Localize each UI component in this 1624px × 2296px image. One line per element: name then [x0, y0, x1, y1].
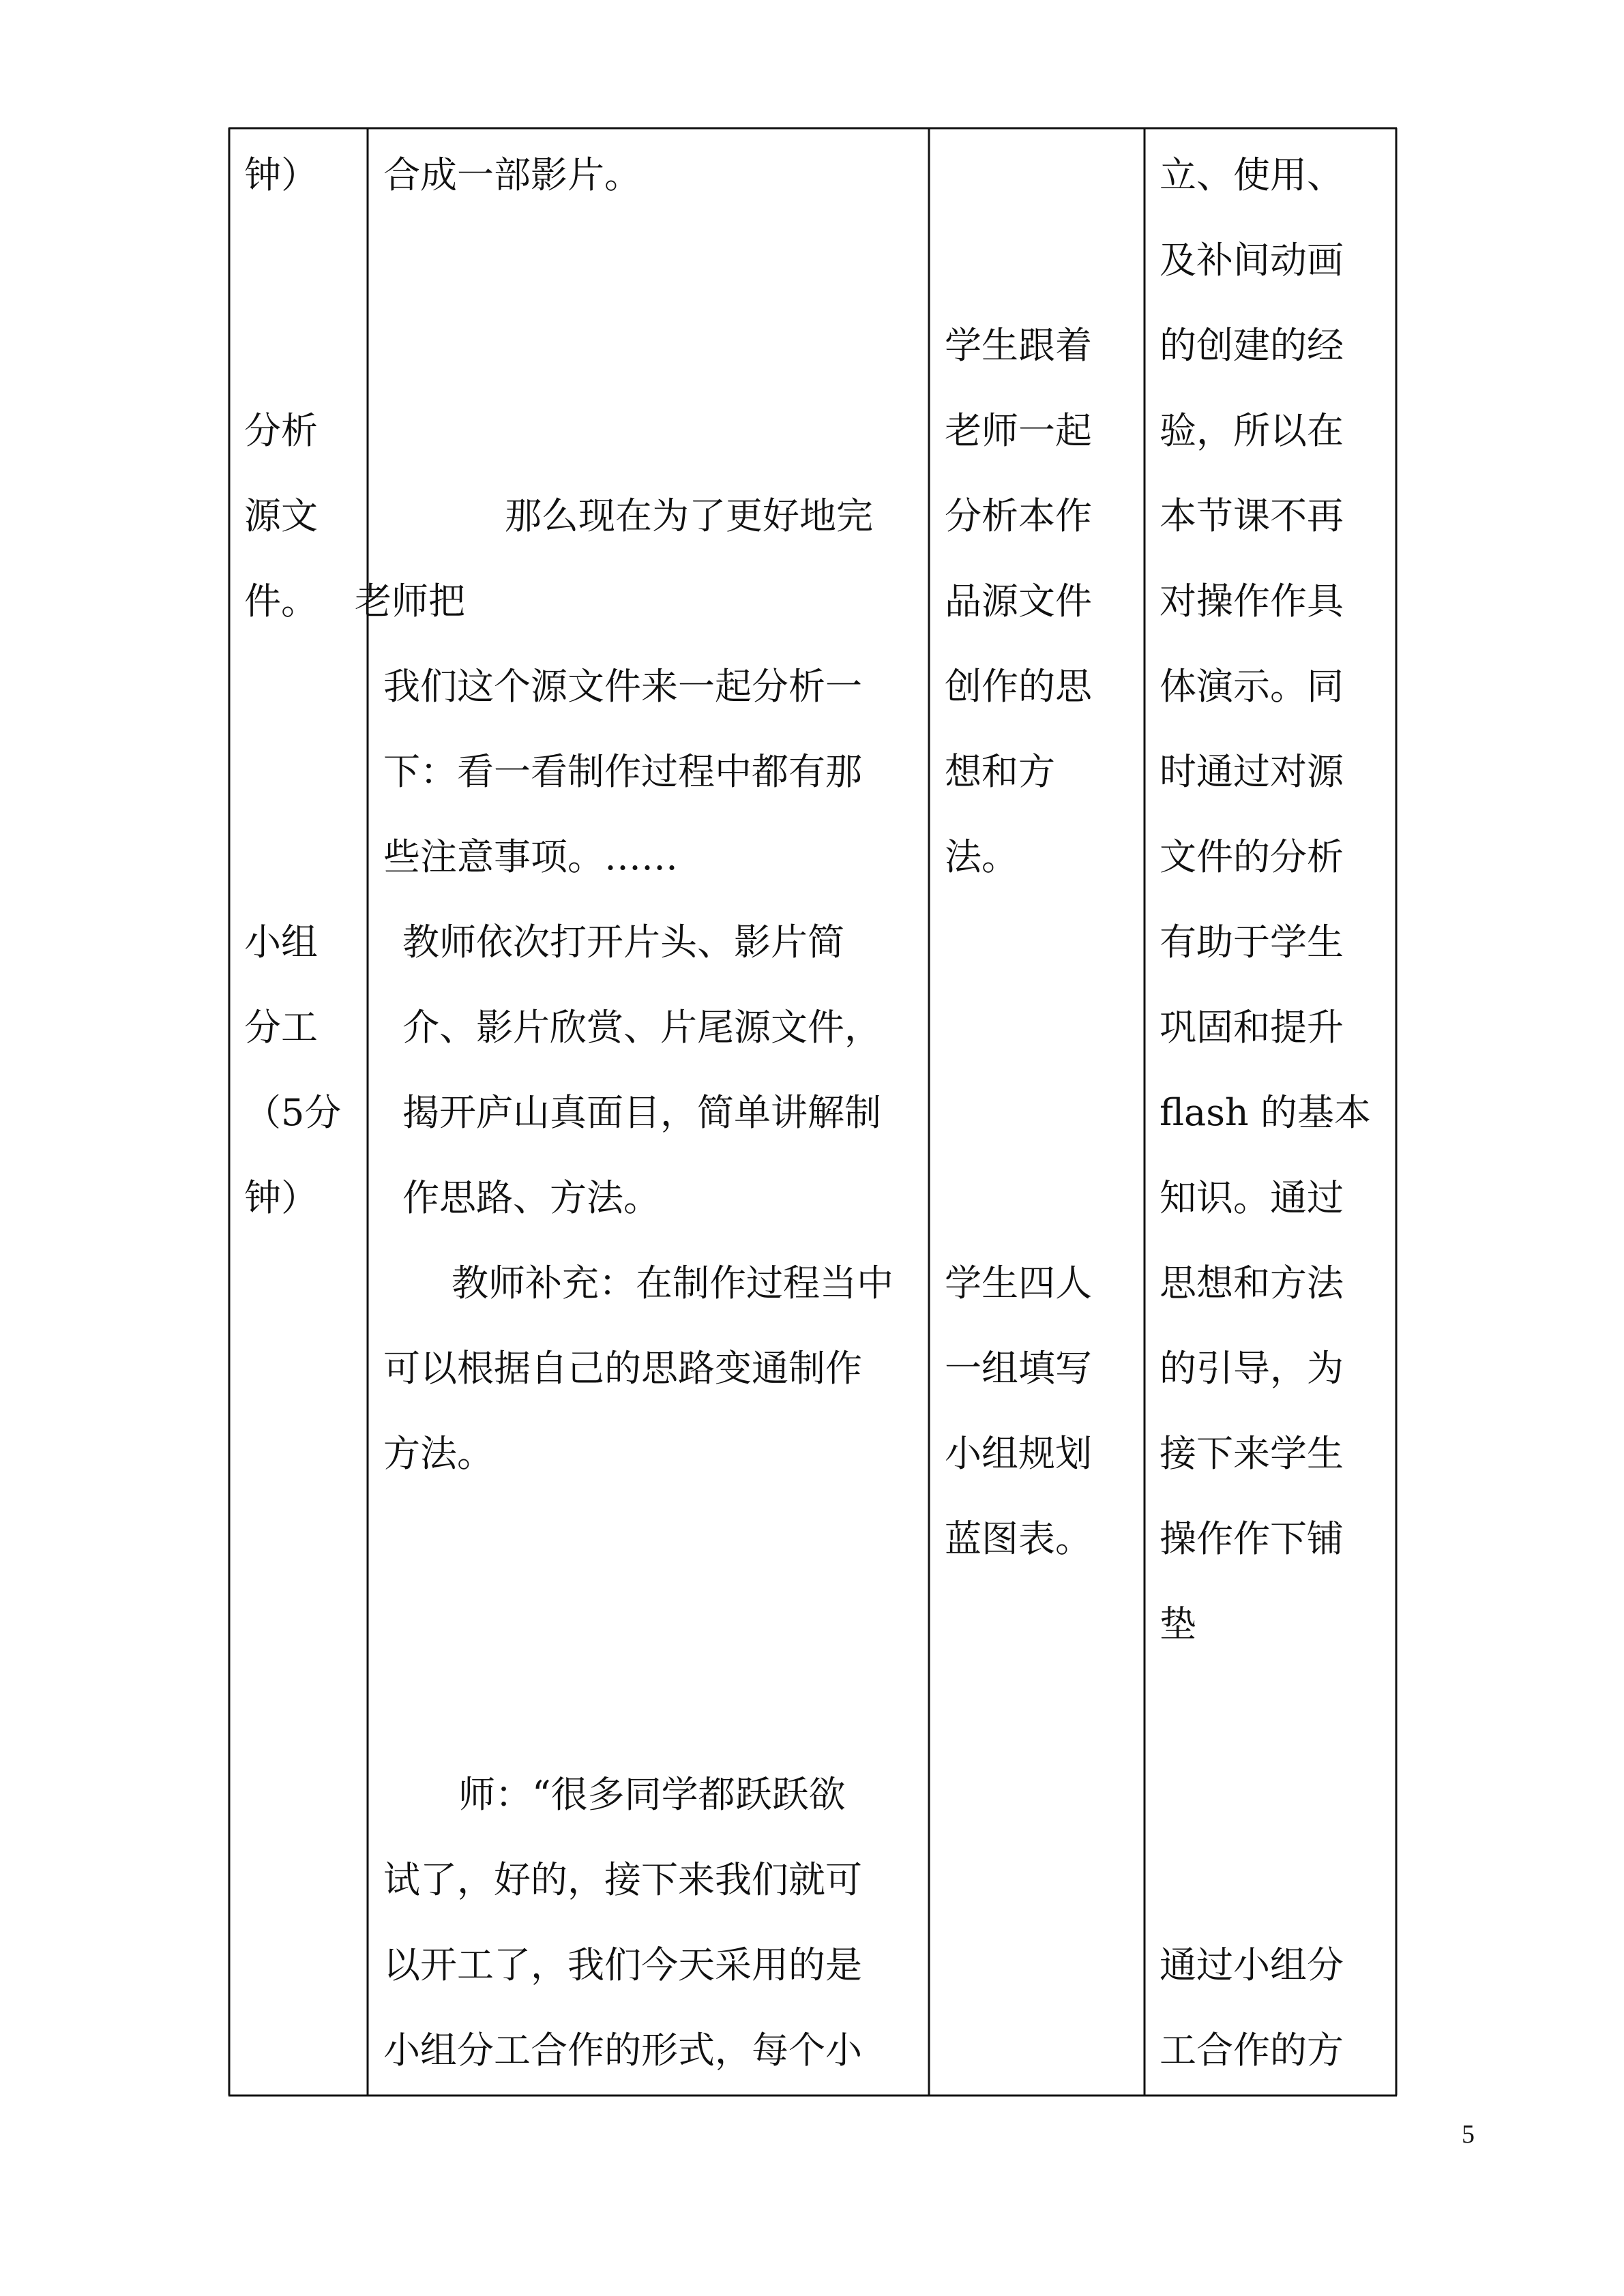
activity-line: 教师依次打开片头、影片简: [402, 921, 844, 964]
stage-line: 分析: [244, 409, 318, 452]
activity-line: 可以根据自己的思路变通制作: [383, 1347, 862, 1390]
intent-line: 思想和方法: [1160, 1262, 1344, 1304]
stage-line: 小组: [244, 921, 318, 964]
student-line: 小组规划: [945, 1432, 1092, 1475]
student-line: 分析本作: [945, 494, 1092, 537]
activity-line: 作思路、方法。: [402, 1176, 660, 1219]
student-line: 老师一起: [945, 409, 1092, 452]
activity-line: 以开工了，我们今天采用的是: [383, 1943, 862, 1986]
activity-line: 揭开庐山真面目，简单讲解制: [402, 1091, 881, 1134]
intent-line: 巩固和提升: [1160, 1006, 1344, 1049]
activity-line: 那么现在为了更好地完: [505, 494, 873, 537]
intent-line: 通过小组分: [1160, 1943, 1344, 1986]
activity-line: 介、影片欣赏、片尾源文件，: [402, 1006, 881, 1049]
student-line: 品源文件: [945, 580, 1092, 623]
intent-line: 工合作的方: [1160, 2029, 1344, 2072]
stage-line: 钟）: [244, 1176, 318, 1219]
activity-line: 些注意事项。……: [383, 835, 678, 878]
stage-line: （5分: [244, 1091, 342, 1134]
intent-line: 及补间动画: [1160, 239, 1344, 282]
student-line: 学生四人: [945, 1262, 1092, 1304]
student-line: 想和方: [945, 750, 1055, 793]
intent-line: 体演示。同: [1160, 665, 1344, 708]
intent-line: 本节课不再: [1160, 494, 1344, 537]
intent-line: 的创建的经: [1160, 324, 1344, 367]
intent-line: 的引导，为: [1160, 1347, 1344, 1390]
student-line: 创作的思: [945, 665, 1092, 708]
page-number: 5: [1462, 2120, 1475, 2149]
stage-line: 件。: [244, 580, 318, 623]
activity-line: 老师把: [355, 580, 465, 623]
intent-line: 时通过对源: [1160, 750, 1344, 793]
intent-line: 接下来学生: [1160, 1432, 1344, 1475]
intent-line: flash 的基本: [1160, 1091, 1371, 1134]
intent-line: 垫: [1160, 1602, 1196, 1645]
student-line: 学生跟着: [945, 324, 1092, 367]
activity-line: 小组分工合作的形式，每个小: [383, 2029, 862, 2072]
activity-line: 方法。: [383, 1432, 494, 1475]
intent-line: 有助于学生: [1160, 921, 1344, 964]
stage-line: 分工: [244, 1006, 318, 1049]
intent-line: 操作作下铺: [1160, 1517, 1344, 1560]
intent-line: 文件的分析: [1160, 835, 1344, 878]
activity-line: 我们这个源文件来一起分析一: [383, 665, 862, 708]
activity-line: 教师补充：在制作过程当中: [452, 1262, 894, 1304]
intent-line: 知识。通过: [1160, 1176, 1344, 1219]
student-line: 一组填写: [945, 1347, 1092, 1390]
activity-line: 下：看一看制作过程中都有那: [383, 750, 862, 793]
activity-line: 合成一部影片。: [383, 153, 641, 196]
intent-line: 对操作作具: [1160, 580, 1344, 623]
student-line: 蓝图表。: [945, 1517, 1092, 1560]
stage-line: 源文: [244, 494, 318, 537]
intent-line: 验，所以在: [1160, 409, 1344, 452]
intent-line: 立、使用、: [1160, 153, 1344, 196]
stage-line: 钟）: [244, 153, 318, 196]
activity-line: 师：“很多同学都跃跃欲: [458, 1773, 846, 1816]
student-line: 法。: [945, 835, 1018, 878]
activity-line: 试了，好的，接下来我们就可: [383, 1858, 862, 1901]
